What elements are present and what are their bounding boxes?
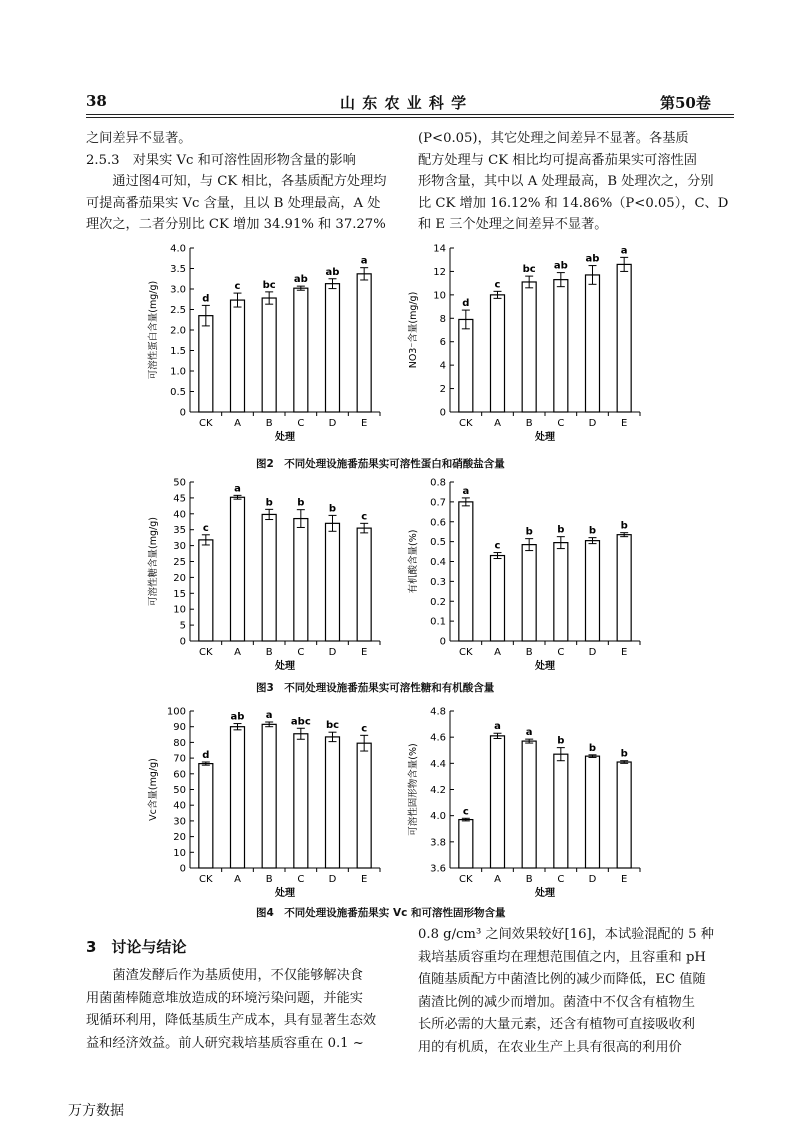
bar (294, 734, 308, 868)
significance-letter: b (297, 497, 305, 509)
y-axis-label: Vc含量(mg/g) (148, 758, 159, 821)
y-tick-label: 1.5 (170, 346, 186, 357)
text-line: 配方处理与 CK 相比均可提高番茄果实可溶性固 (418, 152, 697, 168)
text-line: 益和经济效益。前人研究栽培基质容重在 0.1 ~ (86, 1035, 364, 1051)
y-tick-label: 50 (173, 785, 186, 796)
bar (357, 743, 371, 868)
bar (459, 820, 473, 868)
y-tick-label: 25 (173, 557, 186, 568)
bar (491, 295, 505, 412)
y-tick-label: 15 (173, 588, 186, 600)
significance-letter: ab (230, 711, 245, 723)
text-line: 值随基质配方中菌渣比例的减少而降低，EC 值随 (418, 972, 706, 987)
significance-letter: ab (585, 253, 600, 265)
text-line: 菌渣发酵后作为基质使用，不仅能够解决食 (112, 968, 363, 983)
y-tick-label: 3.8 (430, 837, 446, 849)
x-tick-label: D (588, 874, 597, 885)
bar (231, 497, 245, 641)
x-tick-label: E (621, 647, 628, 658)
bar (522, 545, 536, 641)
y-tick-label: 70 (173, 753, 186, 765)
y-tick-label: 0.7 (430, 497, 446, 509)
y-tick-label: 0.8 (430, 477, 446, 489)
significance-letter: a (525, 727, 533, 739)
chart-soluble-sugar (140, 474, 400, 674)
chart-vc (140, 703, 400, 901)
bar (491, 556, 505, 641)
bar (294, 519, 308, 641)
significance-letter: c (202, 522, 209, 534)
x-tick-label: D (328, 418, 337, 429)
bar (554, 754, 568, 868)
bar (199, 316, 213, 412)
text-line: 菌渣比例的减少而增加。菌渣中不仅含有植物生 (418, 994, 695, 1010)
bar (326, 737, 340, 868)
bar (357, 274, 371, 412)
chart-soluble-solids (400, 703, 660, 901)
significance-letter: b (525, 526, 533, 538)
footer-watermark: 万方数据 (68, 1103, 124, 1119)
bar (262, 514, 276, 641)
x-axis-label: 处理 (275, 432, 295, 443)
y-tick-label: 0 (179, 636, 186, 648)
significance-letter: abc (290, 716, 311, 728)
figure-2-caption: 图2 不同处理设施番茄果实可溶性蛋白和硝酸盐含量 (256, 458, 505, 470)
y-axis-label: 可溶性蛋白含量(mg/g) (148, 280, 159, 380)
y-tick-label: 0.6 (430, 517, 446, 529)
bar (554, 280, 568, 412)
significance-letter: b (620, 748, 628, 760)
volume-label: 第50卷 (660, 94, 711, 112)
text-line: 现循环利用，降低基质生产成本，具有显著生态效 (86, 1013, 377, 1028)
bar (522, 741, 536, 868)
x-axis-label: 处理 (535, 661, 555, 672)
x-tick-label: C (557, 418, 565, 429)
y-tick-label: 6 (439, 337, 446, 349)
x-tick-label: CK (459, 874, 473, 885)
y-tick-label: 2 (439, 384, 446, 396)
text-line: 比 CK 增加 16.12% 和 14.86%（P<0.05），C、D (418, 195, 729, 211)
figure-4-caption: 图4 不同处理设施番茄果实 Vc 和可溶性固形物含量 (256, 907, 506, 919)
y-tick-label: 14 (433, 243, 446, 255)
y-tick-label: 30 (173, 816, 186, 828)
x-tick-label: CK (199, 418, 213, 429)
page-number: 38 (86, 92, 107, 110)
y-axis-label: 有机酸含量(%) (408, 529, 419, 594)
y-tick-label: 4.8 (430, 706, 446, 718)
significance-letter: d (202, 750, 210, 762)
significance-letter: ab (553, 260, 568, 272)
significance-letter: a (265, 709, 273, 721)
significance-letter: c (494, 540, 501, 552)
x-tick-label: CK (459, 647, 473, 658)
significance-letter: b (557, 524, 565, 536)
y-tick-label: 1.0 (170, 366, 186, 378)
y-tick-label: 90 (173, 722, 186, 734)
x-tick-label: E (621, 874, 628, 885)
y-tick-label: 50 (173, 477, 186, 489)
bar (199, 764, 213, 868)
x-tick-label: D (328, 647, 337, 658)
significance-letter: ab (325, 266, 340, 278)
bar (231, 300, 245, 412)
text-line: 理次之，二者分别比 CK 增加 34.91% 和 37.27% (86, 217, 386, 232)
y-axis-label: 可溶性糖含量(mg/g) (148, 517, 159, 606)
significance-letter: c (234, 281, 241, 293)
y-tick-label: 3.5 (170, 264, 186, 275)
x-tick-label: CK (459, 418, 473, 429)
journal-title: 山 东 农 业 科 学 (340, 94, 468, 112)
x-axis-label: 处理 (535, 432, 555, 443)
y-tick-label: 0 (439, 636, 446, 648)
y-tick-label: 20 (173, 572, 186, 584)
text-line: 0.8 g/cm³ 之间效果较好[16]，本试验混配的 5 种 (418, 927, 714, 942)
y-tick-label: 45 (173, 493, 186, 505)
text-line: 之间差异不显著。 (86, 131, 192, 146)
significance-letter: c (361, 511, 368, 523)
significance-letter: c (494, 279, 501, 291)
significance-letter: b (588, 742, 597, 754)
y-tick-label: 4 (439, 360, 446, 372)
y-tick-label: 8 (439, 313, 446, 325)
significance-letter: bc (522, 264, 536, 276)
y-tick-label: 40 (173, 509, 186, 521)
bar (617, 762, 631, 868)
x-tick-label: C (297, 874, 305, 885)
bar (459, 319, 473, 412)
significance-letter: d (202, 293, 210, 305)
y-tick-label: 30 (173, 541, 186, 553)
y-tick-label: 0.1 (430, 616, 446, 628)
y-tick-label: 5 (179, 620, 186, 632)
y-axis-label: NO3⁻含量(mg/g) (408, 291, 419, 369)
bar (617, 535, 631, 641)
significance-letter: b (328, 503, 337, 515)
y-tick-label: 10 (173, 847, 186, 859)
bar (586, 541, 600, 641)
top-left-column (86, 128, 398, 236)
x-tick-label: B (265, 418, 273, 429)
y-tick-label: 0.4 (430, 557, 446, 568)
y-tick-label: 0 (439, 407, 446, 419)
subsection-heading: 2.5.3 对果实 Vc 和可溶性固形物含量的影响 (86, 152, 356, 168)
x-tick-label: B (525, 647, 533, 658)
y-tick-label: 0.3 (430, 576, 446, 588)
significance-letter: b (557, 735, 565, 747)
y-tick-label: 0 (179, 863, 186, 875)
x-tick-label: D (328, 874, 337, 885)
x-tick-label: C (297, 647, 305, 658)
header-rule-thin (86, 117, 734, 118)
y-tick-label: 35 (173, 525, 186, 537)
x-tick-label: A (234, 418, 241, 429)
bottom-left-column (86, 965, 398, 1055)
text-line: 和 E 三个处理之间差异不显著。 (418, 217, 608, 232)
x-tick-label: B (525, 418, 533, 429)
y-tick-label: 0.2 (430, 596, 446, 608)
x-axis-label: 处理 (275, 661, 295, 672)
significance-letter: bc (262, 279, 276, 291)
y-tick-label: 4.0 (430, 811, 446, 823)
y-tick-label: 80 (173, 737, 186, 749)
bar (231, 727, 245, 868)
significance-letter: a (462, 485, 470, 497)
x-tick-label: A (494, 647, 501, 658)
x-tick-label: D (588, 647, 597, 658)
bar (491, 736, 505, 868)
text-line: 长所必需的大量元素，还含有植物可直接吸收利 (418, 1017, 695, 1032)
y-tick-label: 4.6 (430, 732, 446, 744)
y-tick-label: 10 (173, 604, 186, 616)
bar (357, 528, 371, 641)
text-line: 用菌菌棒随意堆放造成的环境污染问题，并能实 (86, 990, 363, 1006)
chart-soluble-protein (140, 240, 400, 455)
bar (326, 284, 340, 412)
top-right-column (418, 128, 734, 236)
text-line: 栽培基质容重均在理想范围值之内，且容重和 pH (418, 949, 706, 965)
x-tick-label: D (588, 418, 597, 429)
x-tick-label: E (361, 418, 368, 429)
figure-3-caption: 图3 不同处理设施番茄果实可溶性糖和有机酸含量 (256, 682, 495, 694)
x-tick-label: C (557, 874, 565, 885)
x-tick-label: C (557, 647, 565, 658)
bar (522, 282, 536, 412)
y-tick-label: 3.0 (170, 284, 186, 296)
y-tick-label: 100 (166, 706, 186, 718)
x-tick-label: A (234, 874, 241, 885)
y-tick-label: 4.0 (170, 243, 186, 255)
significance-letter: b (588, 525, 597, 537)
y-tick-label: 12 (433, 266, 446, 278)
significance-letter: b (265, 497, 273, 509)
x-tick-label: E (361, 647, 368, 658)
significance-letter: c (462, 806, 469, 818)
y-tick-label: 2.5 (170, 305, 186, 316)
significance-letter: ab (293, 274, 308, 286)
y-tick-label: 2.0 (170, 325, 186, 337)
significance-letter: c (361, 723, 368, 735)
text-line: 用的有机质，在农业生产上具有很高的利用价 (418, 1039, 682, 1055)
x-tick-label: E (361, 874, 368, 885)
x-tick-label: E (621, 418, 628, 429)
bar (617, 264, 631, 412)
bar (262, 298, 276, 412)
significance-letter: b (620, 520, 628, 532)
bar (554, 543, 568, 641)
y-tick-label: 0.5 (170, 387, 186, 398)
section-3-heading: 3 讨论与结论 (86, 938, 187, 956)
x-tick-label: B (265, 647, 273, 658)
y-tick-label: 3.6 (430, 863, 446, 875)
y-tick-label: 40 (173, 800, 186, 812)
chart-nitrate (400, 240, 660, 455)
x-axis-label: 处理 (275, 888, 295, 899)
x-tick-label: CK (199, 874, 213, 885)
text-line: 形物含量，其中以 A 处理最高，B 处理次之，分别 (418, 174, 714, 189)
significance-letter: a (494, 721, 501, 733)
header-rule (86, 114, 734, 115)
bar (262, 724, 276, 868)
bar (459, 502, 473, 641)
text-line: 通过图4可知，与 CK 相比，各基质配方处理均 (112, 174, 387, 189)
y-tick-label: 0.5 (430, 537, 446, 549)
x-tick-label: A (234, 647, 241, 658)
x-tick-label: CK (199, 647, 213, 658)
text-line: 可提高番茄果实 Vc 含量，且以 B 处理最高，A 处 (86, 195, 381, 211)
y-tick-label: 20 (173, 832, 186, 844)
x-axis-label: 处理 (535, 888, 555, 899)
significance-letter: a (620, 245, 628, 257)
bar (586, 756, 600, 868)
x-tick-label: A (494, 418, 501, 429)
significance-letter: d (462, 298, 470, 310)
y-tick-label: 10 (433, 290, 446, 302)
x-tick-label: C (297, 418, 305, 429)
significance-letter: a (234, 483, 241, 495)
x-tick-label: B (525, 874, 533, 885)
bar (294, 288, 308, 412)
chart-organic-acid (400, 474, 660, 674)
x-tick-label: A (494, 874, 501, 885)
y-tick-label: 4.2 (430, 785, 446, 796)
bar (326, 523, 340, 641)
y-tick-label: 0 (179, 407, 186, 419)
significance-letter: a (360, 255, 368, 267)
significance-letter: bc (325, 720, 340, 732)
x-tick-label: B (265, 874, 273, 885)
bar (199, 540, 213, 641)
y-axis-label: 可溶性固形物含量(%) (408, 743, 419, 836)
bar (586, 275, 600, 412)
text-line: (P<0.05)，其它处理之间差异不显著。各基质 (418, 131, 689, 146)
bottom-right-column (418, 924, 734, 1059)
y-tick-label: 60 (173, 769, 186, 781)
y-tick-label: 4.4 (430, 758, 446, 770)
